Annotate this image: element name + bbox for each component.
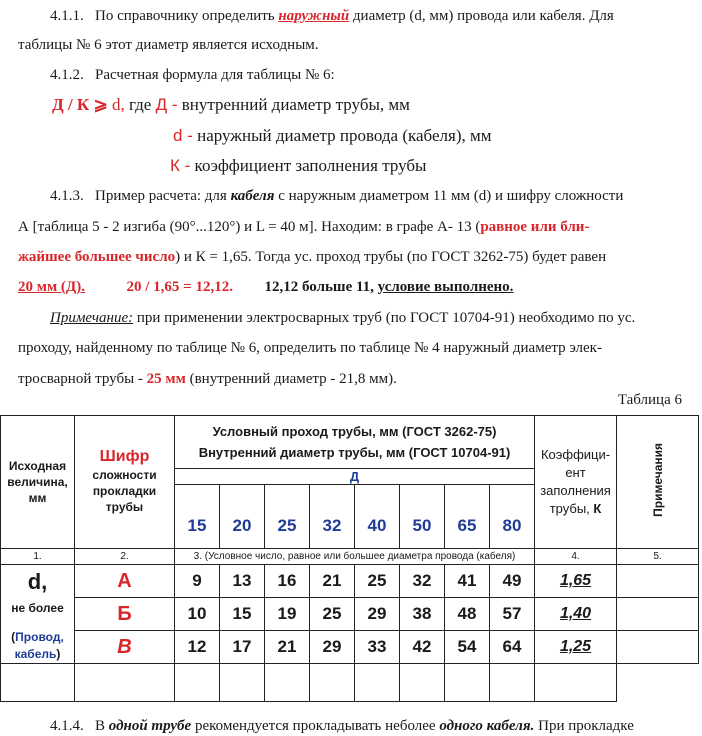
col-num-2: 2. [75,549,175,565]
diameter-cell: 15 [175,485,220,549]
paragraph-4-1-3-line2 [18,217,702,237]
table-caption: Таблица 6 [617,392,682,408]
empty-cell [490,664,535,702]
empty-cell [535,664,617,702]
value-cell: 25 [310,598,355,631]
wire-cable-label: Провод, кабель [14,630,64,661]
empty-cell [310,664,355,702]
text: коэффициент заполнения трубы [194,156,427,175]
symbol-K: К [593,501,602,516]
label-K: К - [170,156,191,175]
table-row [1,598,699,631]
value-cell: 38 [400,598,445,631]
value-cell: 29 [355,598,400,631]
emphasis-cable: кабеля [230,188,275,204]
note-line1 [50,308,702,328]
col-num-5: 5. [617,549,699,565]
value-cell: 15 [220,598,265,631]
emphasis-red: 25 мм [146,371,186,387]
text: Пример расчета: для [95,188,227,204]
notes-cell [617,631,699,664]
header-notes [617,416,699,549]
row-label-d [1,565,75,664]
text: где [129,95,152,114]
value-cell: 21 [310,565,355,598]
col-num-4: 4. [535,549,617,565]
value-cell: 17 [220,631,265,664]
emphasis-red: равное или бли- [480,219,590,235]
paragraph-4-1-1-line1 [50,6,682,26]
empty-cell [1,664,75,702]
empty-cell [445,664,490,702]
paragraph-4-1-3-line4 [18,277,702,297]
value-cell: 19 [265,598,310,631]
value-cell: 12 [175,631,220,664]
complexity-letter: А [75,565,175,598]
emphasis-outer: наружный [278,8,350,24]
text: Внутренний диаметр трубы, мм (ГОСТ 10704-91) [198,445,511,460]
column-number-row [1,549,699,565]
value-cell: 54 [445,631,490,664]
header-complexity [75,416,175,549]
empty-cell [400,664,445,702]
empty-cell [75,664,175,702]
section-number: 4.1.3. [50,188,84,204]
coef-cell: 1,40 [535,598,617,631]
paren-open: ( [11,630,16,644]
conclusion: условие выполнено. [377,279,514,295]
text: Примечания [650,443,665,517]
header-cipher: Шифр [99,448,150,465]
diameter-cell: 32 [310,485,355,549]
paragraph-4-1-3-line1 [50,186,682,206]
text: сложности прокладки трубы [92,468,157,514]
header-coef [535,416,617,549]
value-cell: 21 [265,631,310,664]
result-D: 20 мм (Д). [18,279,85,295]
section-number: 4.1.4. [50,718,84,734]
text: Расчетная формула для таблицы № 6: [95,67,335,83]
header-pipe-group [175,416,535,469]
value-cell: 57 [490,598,535,631]
section-number: 4.1.1. [50,8,84,24]
complexity-letter: В [75,631,175,664]
coef-cell: 1,25 [535,631,617,664]
value-cell: 29 [310,631,355,664]
note-line2: проходу, найденному по таблице № 6, определить по таблице № 4 наружный диаметр элек- [18,340,602,356]
label-d: d - [173,126,193,145]
text: По справочнику определить [95,8,275,24]
not-more: не более [11,601,64,615]
diameter-cell: 20 [220,485,265,549]
paragraph-4-1-3-line3 [18,247,702,267]
diameter-cell: 25 [265,485,310,549]
text: А [таблица 5 - 2 изгиба (90°...120°) и L = 40 м]. Находим: в графе А- 13 ( [18,219,481,235]
value-cell: 64 [490,631,535,664]
text: наружный диаметр провода (кабеля), мм [197,126,492,145]
col-num-1: 1. [1,549,75,565]
note-label: Примечание: [50,310,134,326]
diameter-cell: 40 [355,485,400,549]
diameter-cell: 80 [490,485,535,549]
table-row [1,565,699,598]
value-cell: 42 [400,631,445,664]
text: рекомендуется прокладывать неболее [194,718,436,734]
notes-cell [617,598,699,631]
value-cell: 33 [355,631,400,664]
comparison: 12,12 больше 11, [264,279,374,295]
text: внутренний диаметр трубы, мм [181,95,410,114]
paragraph-4-1-1-line2: таблицы № 6 этот диаметр является исходным. [18,37,319,53]
formula-lhs: Д / К [52,95,90,114]
empty-cell [220,664,265,702]
text: диаметр (d, мм) провода или кабеля. Для [352,8,614,24]
notes-cell [617,565,699,598]
value-cell: 25 [355,565,400,598]
value-cell: 9 [175,565,220,598]
formula-line3 [170,155,702,177]
symbol-d: d, [27,569,48,594]
wire-cable [1,629,74,663]
paren-close: ) [56,647,61,661]
formula-d: d, [112,95,125,114]
diameter-cell: 50 [400,485,445,549]
table-6 [0,415,699,702]
text: при применении электросварных труб (по ГОСТ 10704-91) необходимо по ус. [136,310,636,326]
header-source-value: Исходная величина, мм [1,416,75,549]
table-spacer-row [1,664,699,702]
diameter-cell: 65 [445,485,490,549]
value-cell: 13 [220,565,265,598]
calc: 20 / 1,65 = 12,12. [126,279,233,295]
header-D-symbol: Д [175,469,535,485]
ge-symbol: ⩾ [93,95,108,114]
text: Условный проход трубы, мм (ГОСТ 3262-75) [212,424,497,439]
section-number: 4.1.2. [50,67,84,83]
note-line3 [18,369,702,389]
col-num-3: 3. (Условное число, равное или большее диаметра провода (кабеля) [175,549,535,565]
value-cell: 10 [175,598,220,631]
complexity-letter: Б [75,598,175,631]
emphasis: одной трубе [108,718,192,734]
empty-cell [175,664,220,702]
text: При прокладке [538,718,634,734]
value-cell: 48 [445,598,490,631]
text: Коэффици- ент заполнения трубы, [540,447,611,516]
value-cell: 32 [400,565,445,598]
text: тросварной трубы - [18,371,143,387]
value-cell: 41 [445,565,490,598]
label-D: Д - [155,95,178,114]
value-cell: 49 [490,565,535,598]
emphasis-red: жайшее большее число [18,249,176,265]
empty-cell [355,664,400,702]
emphasis: одного кабеля. [439,718,535,734]
text: с наружным диаметром 11 мм (d) и шифру сложности [278,188,624,204]
coef-cell: 1,65 [535,565,617,598]
text: ) и К = 1,65. Тогда ус. проход трубы (по ГОСТ 3262-75) будет равен [175,249,607,265]
text: В [95,718,106,734]
table-row [1,631,699,664]
formula-line1 [52,94,702,116]
value-cell: 16 [265,565,310,598]
empty-cell [265,664,310,702]
paragraph-4-1-4 [50,716,702,736]
text: (внутренний диаметр - 21,8 мм). [189,371,397,387]
formula-line2 [173,125,702,147]
paragraph-4-1-2 [50,65,702,85]
